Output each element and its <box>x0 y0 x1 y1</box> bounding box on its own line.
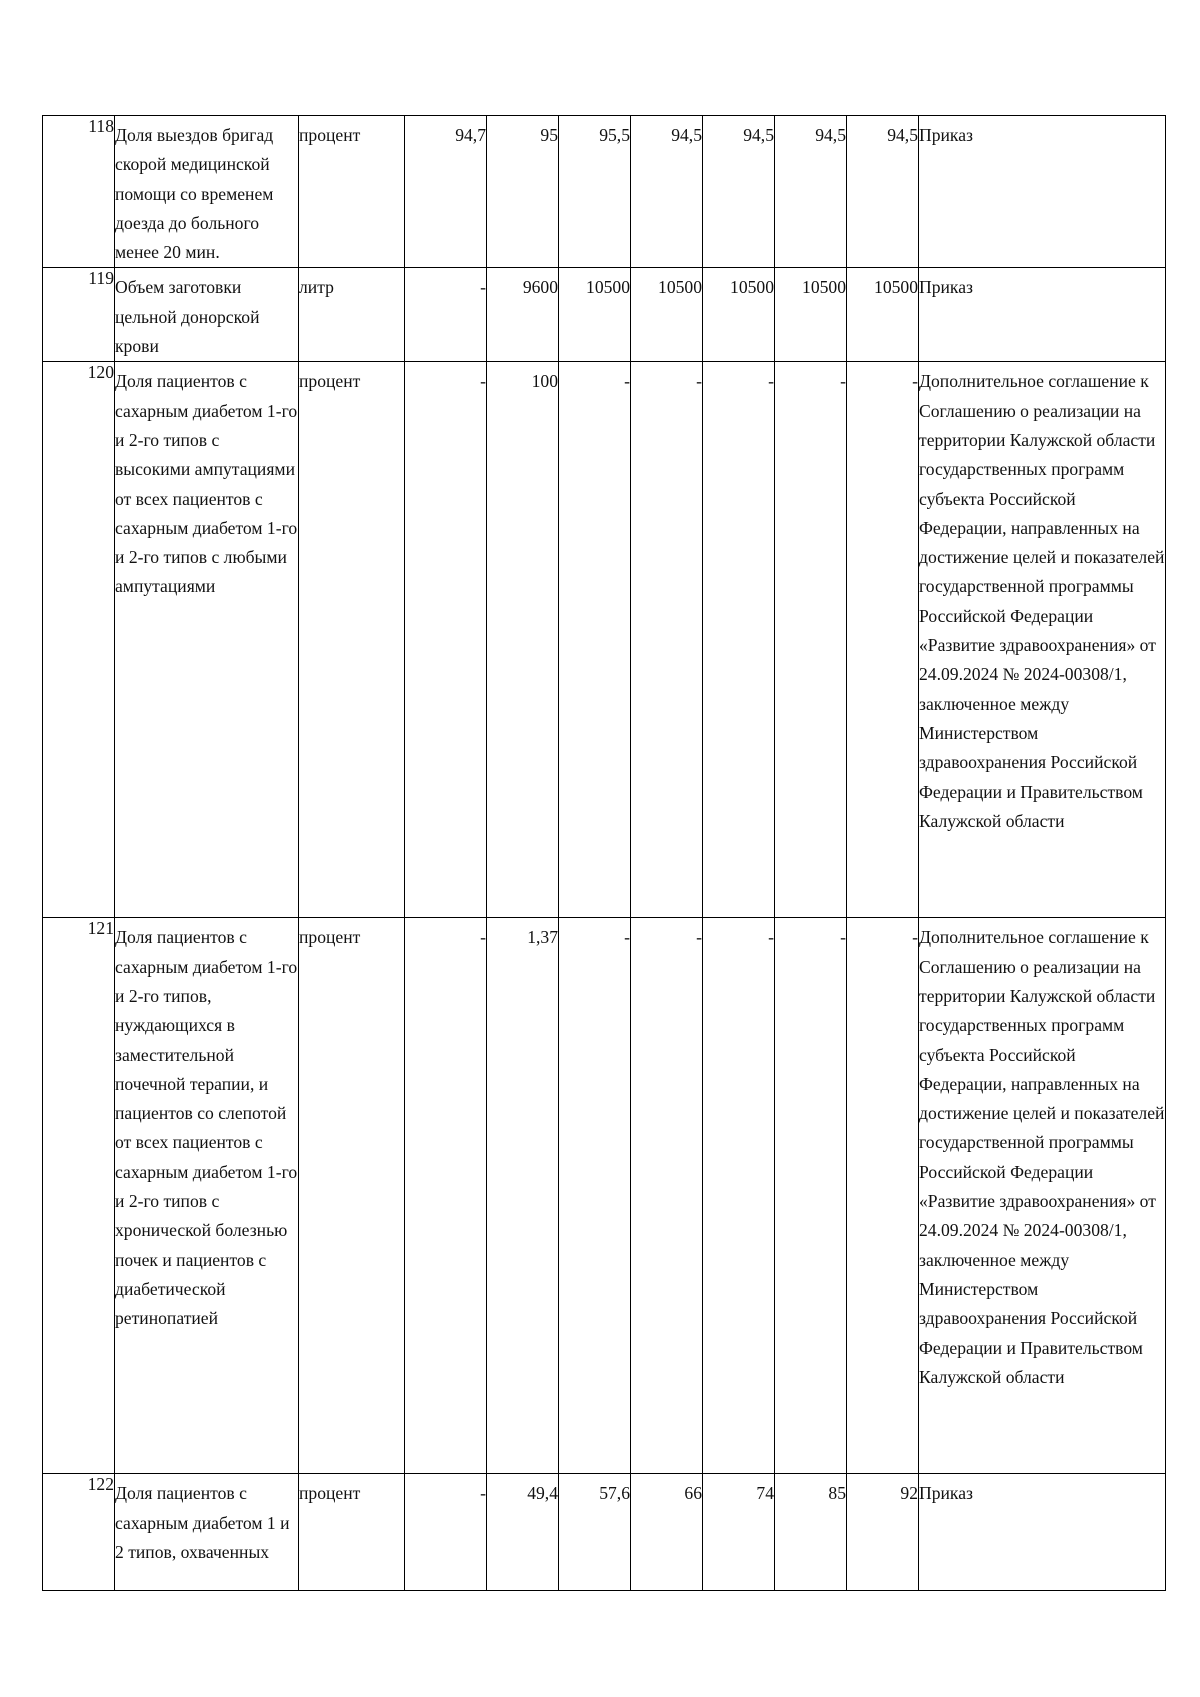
indicator-name: Доля выездов бригад скорой медицинской помощи со временем доезда до больного менее 20 мин. <box>115 125 274 263</box>
value: - <box>624 371 630 392</box>
value-cell <box>631 116 703 268</box>
row-number-cell <box>43 268 115 362</box>
source-cell <box>919 1474 1166 1591</box>
unit-cell <box>299 362 405 918</box>
value-cell <box>703 116 775 268</box>
table-row <box>43 116 1166 268</box>
table-row <box>43 918 1166 1474</box>
value: 94,7 <box>455 125 486 145</box>
indicator-name-cell <box>115 362 299 918</box>
indicator-name: Доля пациентов с сахарным диабетом 1-го и 2-го типов с высокими ампутациями от всех пациентов с сахарным диабетом 1-го и 2-го типов с любыми ампутациями <box>115 371 298 597</box>
table-body <box>43 116 1166 1591</box>
source: Дополнительное соглашение к Соглашению о реализации на территории Калужской области государственных программ субъекта Российской Федерации, направленных на достижение целей и показателей государственной программы Российской Федерации «Развитие здравоохранения» от 24.09.2024 № 2024-00308/1, заключенное между Министерством здравоохранения Российской Федерации и Правительством Калужской области <box>919 927 1165 1387</box>
value: 85 <box>828 1483 846 1504</box>
value: 95,5 <box>599 125 630 145</box>
table-row <box>43 1474 1166 1591</box>
value-cell <box>559 918 631 1474</box>
indicator-name-cell <box>115 268 299 362</box>
value: 10500 <box>730 277 774 298</box>
indicator-name: Доля пациентов с сахарным диабетом 1 и 2 типов, охваченных <box>115 1483 290 1562</box>
source-cell <box>919 918 1166 1474</box>
row-number: 121 <box>87 918 114 939</box>
value-cell <box>559 362 631 918</box>
value: 10500 <box>802 277 846 298</box>
value-cell <box>559 1474 631 1591</box>
value: 95 <box>540 125 558 145</box>
source: Приказ <box>919 277 973 298</box>
unit-cell <box>299 268 405 362</box>
value-cell <box>405 362 487 918</box>
value: - <box>696 927 702 948</box>
row-number-cell <box>43 362 115 918</box>
value-cell <box>847 1474 919 1591</box>
row-number: 119 <box>88 268 114 289</box>
indicator-name-cell <box>115 918 299 1474</box>
value: - <box>480 371 486 392</box>
unit: процент <box>299 371 361 392</box>
value-cell <box>775 918 847 1474</box>
unit: литр <box>299 277 334 298</box>
unit: процент <box>299 125 361 145</box>
row-number: 118 <box>88 116 114 136</box>
value-cell <box>487 362 559 918</box>
indicator-name: Доля пациентов с сахарным диабетом 1-го и 2-го типов, нуждающихся в заместительной почечной терапии, и пациентов со слепотой от всех пациентов с сахарным диабетом 1-го и 2-го типов с хронической болезнью почек и пациентов с диабетической ретинопатией <box>115 927 298 1329</box>
value-cell <box>847 116 919 268</box>
value: 92 <box>900 1483 918 1504</box>
source: Приказ <box>919 1483 973 1504</box>
table-row <box>43 362 1166 918</box>
value-cell <box>487 1474 559 1591</box>
value: - <box>696 371 702 392</box>
value: 57,6 <box>599 1483 630 1504</box>
row-number: 122 <box>87 1474 114 1495</box>
value: - <box>480 277 486 298</box>
value: 10500 <box>874 277 918 298</box>
value-cell <box>487 268 559 362</box>
indicators-table <box>42 115 1166 1591</box>
value-cell <box>487 116 559 268</box>
value: 1,37 <box>527 927 558 948</box>
value: - <box>624 927 630 948</box>
value-cell <box>847 918 919 1474</box>
row-number-cell <box>43 918 115 1474</box>
value: - <box>768 371 774 392</box>
value: 100 <box>531 371 558 392</box>
value-cell <box>775 116 847 268</box>
value: 94,5 <box>815 125 846 145</box>
unit: процент <box>299 1483 361 1504</box>
value-cell <box>559 116 631 268</box>
value: 94,5 <box>671 125 702 145</box>
indicator-name-cell <box>115 116 299 268</box>
row-number-cell <box>43 1474 115 1591</box>
value-cell <box>703 268 775 362</box>
value: 10500 <box>586 277 630 298</box>
value-cell <box>487 918 559 1474</box>
source-cell <box>919 362 1166 918</box>
value-cell <box>703 362 775 918</box>
value: - <box>840 371 846 392</box>
value-cell <box>847 362 919 918</box>
value-cell <box>631 268 703 362</box>
value-cell <box>405 116 487 268</box>
value: - <box>912 927 918 948</box>
value-cell <box>847 268 919 362</box>
value: - <box>768 927 774 948</box>
row-number-cell <box>43 116 115 268</box>
value-cell <box>703 1474 775 1591</box>
value-cell <box>405 1474 487 1591</box>
value-cell <box>775 1474 847 1591</box>
source-cell <box>919 268 1166 362</box>
unit-cell <box>299 918 405 1474</box>
source: Дополнительное соглашение к Соглашению о реализации на территории Калужской области государственных программ субъекта Российской Федерации, направленных на достижение целей и показателей государственной программы Российской Федерации «Развитие здравоохранения» от 24.09.2024 № 2024-00308/1, заключенное между Министерством здравоохранения Российской Федерации и Правительством Калужской области <box>919 371 1165 831</box>
value-cell <box>405 918 487 1474</box>
value: - <box>480 927 486 948</box>
source: Приказ <box>919 125 973 145</box>
value-cell <box>631 918 703 1474</box>
value: 10500 <box>658 277 702 298</box>
value: - <box>840 927 846 948</box>
value: 66 <box>684 1483 702 1504</box>
value-cell <box>631 362 703 918</box>
value-cell <box>775 362 847 918</box>
value: - <box>480 1483 486 1504</box>
unit-cell <box>299 116 405 268</box>
unit: процент <box>299 927 361 948</box>
value: 74 <box>756 1483 774 1504</box>
value-cell <box>631 1474 703 1591</box>
value-cell <box>405 268 487 362</box>
indicator-name: Объем заготовки цельной донорской крови <box>115 277 260 357</box>
value-cell <box>703 918 775 1474</box>
value: 9600 <box>522 277 558 298</box>
table-row <box>43 268 1166 362</box>
value: 94,5 <box>743 125 774 145</box>
value: - <box>912 371 918 392</box>
value: 49,4 <box>527 1483 558 1504</box>
value-cell <box>775 268 847 362</box>
indicator-name-cell <box>115 1474 299 1591</box>
unit-cell <box>299 1474 405 1591</box>
source-cell <box>919 116 1166 268</box>
row-number: 120 <box>87 362 114 383</box>
value-cell <box>559 268 631 362</box>
value: 94,5 <box>887 125 918 145</box>
